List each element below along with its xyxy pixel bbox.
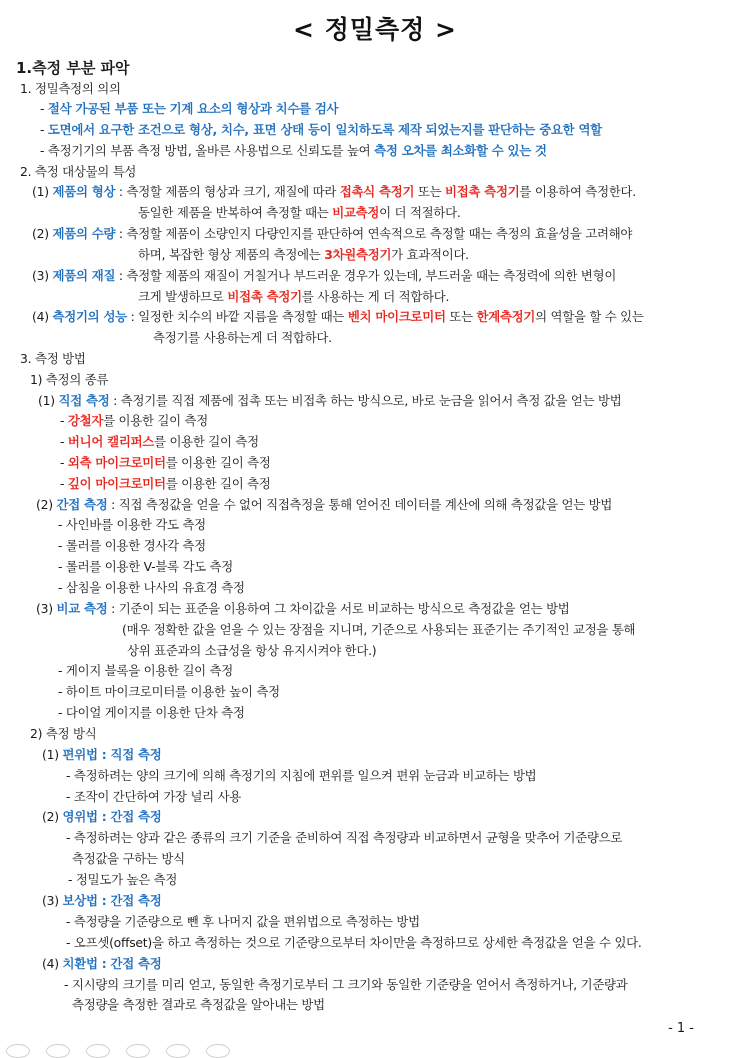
text-line	[20, 163, 136, 181]
text-span: 2) 측정 방식	[30, 726, 97, 741]
section-heading: 1.측정 부분 파악	[16, 59, 130, 77]
text-span: 를 이용한 길이 측정	[165, 455, 271, 470]
text-span: - 삼침을 이용한 나사의 유효경 측정	[58, 580, 245, 595]
text-line	[36, 496, 612, 514]
text-span: 크게 발생하므로	[138, 289, 228, 304]
highlighted-term: 도면에서 요구한 조건으로 형상, 치수, 표면 상태 등이 일치하도록 제작 되었는지를 판단하는 중요한 역할	[47, 122, 602, 137]
text-span: : 측정할 제품의 재질이 거칠거나 부드러운 경우가 있는데, 부드러울 때는 측정력에 의한 변형이	[115, 268, 617, 283]
text-line	[60, 475, 271, 493]
text-span: : 측정할 제품이 소량인지 다량인지를 판단하여 연속적으로 측정할 때는 측정의 효율성을 고려해야	[115, 226, 633, 241]
text-span: (1)	[42, 747, 63, 762]
text-span: -	[60, 413, 68, 428]
text-span: - 사인바를 이용한 각도 측정	[58, 517, 206, 532]
text-span: - 오프셋(offset)을 하고 측정하는 것으로 기준량으로부터 차이만을 측정하므로 상세한 측정값을 얻을 수 있다.	[66, 935, 642, 950]
text-line	[40, 142, 547, 160]
text-span: -	[60, 455, 68, 470]
page-title: < 정밀측정 >	[293, 15, 457, 44]
highlighted-term: 치환법 : 간접 측정	[62, 956, 162, 971]
text-line	[58, 683, 280, 701]
text-span: (3)	[32, 268, 53, 283]
text-span: 를 이용하여 측정한다.	[519, 184, 636, 199]
text-span: (매우 정확한 값을 얻을 수 있는 장점을 지니며, 기준으로 사용되는 표준기는 주기적인 교정을 통해	[122, 622, 636, 637]
text-span: - 정밀도가 높은 측정	[68, 872, 178, 887]
text-line	[58, 662, 233, 680]
text-line	[66, 913, 420, 931]
highlighted-term: 보상법 : 간접 측정	[62, 893, 162, 908]
text-span: 를 이용한 길이 측정	[103, 413, 208, 428]
text-line	[60, 433, 259, 451]
highlighted-term: 간접 측정	[56, 497, 108, 512]
text-span: -	[60, 434, 68, 449]
text-span: -	[60, 476, 68, 491]
text-span: (3)	[36, 601, 57, 616]
highlighted-term: 측정 오차를 최소화할 수 있는 것	[374, 143, 547, 158]
text-line	[20, 80, 121, 98]
text-span: 의 역할을 할 수 있는	[535, 309, 644, 324]
text-span: (3)	[42, 893, 63, 908]
text-span: - 측정하려는 양의 크기에 의해 측정기의 지침에 편위를 일으켜 편위 눈금과 비교하는 방법	[66, 768, 537, 783]
text-span: - 롤러를 이용한 경사각 측정	[58, 538, 206, 553]
text-line	[20, 350, 86, 368]
highlighted-term: 절삭 가공된 부품 또는 기계 요소의 형상과 치수를 검사	[47, 101, 339, 116]
text-span: : 직접 측정값을 얻을 수 없어 직접측정을 통해 얻어진 데이터를 계산에 의해 측정값을 얻는 방법	[107, 497, 613, 512]
highlighted-term: 3차원측정기	[324, 247, 392, 262]
text-line	[32, 225, 632, 243]
text-line	[60, 454, 271, 472]
text-line	[40, 100, 338, 118]
text-line	[32, 267, 616, 285]
highlighted-term: 제품의 재질	[52, 268, 116, 283]
text-line	[66, 934, 642, 952]
text-span: 를 이용한 길이 측정	[154, 434, 259, 449]
text-span: 하며, 복잡한 형상 제품의 측정에는	[138, 247, 325, 262]
text-span: - 게이지 블록을 이용한 길이 측정	[58, 663, 234, 678]
text-span: (1)	[38, 393, 59, 408]
highlighted-term: 비교측정	[332, 205, 380, 220]
highlighted-term: 비접촉 측정기	[445, 184, 520, 199]
text-line	[138, 204, 461, 222]
edge-mark	[166, 1044, 190, 1058]
text-line	[30, 371, 108, 389]
text-span: - 지시량의 크기를 미리 얻고, 동일한 측정기로부터 그 크기와 동일한 기준량을 얻어서 측정하거나, 기준량과	[64, 977, 628, 992]
text-line	[153, 329, 332, 347]
text-line	[42, 746, 161, 764]
highlighted-term: 접촉식 측정기	[339, 184, 415, 199]
text-span: (4)	[42, 956, 63, 971]
highlighted-term: 측정기의 성능	[52, 309, 127, 324]
text-span: - 측정량을 기준량으로 뺀 후 나머지 값을 편위법으로 측정하는 방법	[66, 914, 420, 929]
text-span: 를 사용하는 게 더 적합하다.	[301, 289, 450, 304]
text-line	[58, 537, 206, 555]
text-line	[72, 996, 325, 1014]
text-span: 를 이용한 길이 측정	[165, 476, 271, 491]
highlighted-term: 강철자	[67, 413, 104, 428]
text-line	[58, 558, 233, 576]
text-line	[30, 725, 96, 743]
text-span: 또는	[445, 309, 477, 324]
text-span: (1)	[32, 184, 53, 199]
highlighted-term: 벤치 마이크로미터	[347, 309, 446, 324]
highlighted-term: 비접촉 측정기	[227, 289, 302, 304]
text-span: : 기준이 되는 표준을 이용하여 그 차이값을 서로 비교하는 방식으로 측정값을 얻는 방법	[107, 601, 570, 616]
text-line	[122, 621, 635, 639]
text-span: (2)	[36, 497, 57, 512]
text-line	[66, 788, 241, 806]
text-line	[66, 829, 622, 847]
highlighted-term: 편위법 : 직접 측정	[62, 747, 162, 762]
text-span: (2)	[32, 226, 53, 241]
text-span: 3. 측정 방법	[20, 351, 86, 366]
text-span: 2. 측정 대상물의 특성	[20, 164, 137, 179]
text-line	[42, 808, 161, 826]
highlighted-term: 영위법 : 간접 측정	[62, 809, 162, 824]
text-span: : 측정기를 직접 제품에 접촉 또는 비접촉 하는 방식으로, 바로 눈금을 읽어서 측정 값을 얻는 방법	[109, 393, 622, 408]
text-span: 측정량을 측정한 결과로 측정값을 알아내는 방법	[72, 997, 325, 1012]
text-line	[42, 955, 161, 973]
text-line	[138, 246, 469, 264]
text-line	[58, 516, 206, 534]
text-line	[72, 850, 185, 868]
highlighted-term: 제품의 수량	[52, 226, 116, 241]
highlighted-term: 외측 마이크로미터	[67, 455, 166, 470]
text-span: 동일한 제품을 반복하여 측정할 때는	[138, 205, 333, 220]
text-span: 측정값을 구하는 방식	[72, 851, 185, 866]
edge-mark	[206, 1044, 230, 1058]
text-span: - 롤러를 이용한 V-블록 각도 측정	[58, 559, 234, 574]
text-span: -	[40, 122, 48, 137]
text-line	[38, 392, 621, 410]
text-span: 1. 정밀측정의 의의	[20, 81, 121, 96]
text-line	[58, 704, 245, 722]
text-span: -	[40, 101, 48, 116]
text-line	[58, 579, 245, 597]
text-span: 또는	[414, 184, 446, 199]
text-line	[40, 121, 602, 139]
text-span: - 측정하려는 양과 같은 종류의 크기 기준을 준비하여 직접 측정량과 비교하면서 균형을 맞추어 기준량으로	[66, 830, 623, 845]
text-line	[32, 183, 636, 201]
edge-mark	[46, 1044, 70, 1058]
text-line	[32, 308, 644, 326]
text-span: 상위 표준과의 소급성을 항상 유지시켜야 한다.)	[127, 643, 377, 658]
highlighted-term: 비교 측정	[56, 601, 108, 616]
text-span: : 측정할 제품의 형상과 크기, 재질에 따라	[115, 184, 340, 199]
text-span: : 일정한 치수의 바깥 지름을 측정할 때는	[126, 309, 348, 324]
highlighted-term: 깊이 마이크로미터	[67, 476, 166, 491]
text-span: 가 효과적이다.	[391, 247, 469, 262]
text-span: (2)	[42, 809, 63, 824]
text-line	[42, 892, 161, 910]
highlighted-term: 한계측정기	[476, 309, 536, 324]
text-line	[60, 412, 208, 430]
text-span: 이 더 적절하다.	[379, 205, 461, 220]
text-span: - 측정기기의 부품 측정 방법, 올바른 사용법으로 신뢰도를 높여	[40, 143, 375, 158]
text-line	[68, 871, 177, 889]
text-span: 측정기를 사용하는게 더 적합하다.	[153, 330, 332, 345]
text-line	[127, 642, 376, 660]
text-line	[66, 767, 536, 785]
page-edge-decoration	[0, 1044, 240, 1050]
text-line	[138, 288, 449, 306]
edge-mark	[86, 1044, 110, 1058]
text-line	[36, 600, 570, 618]
highlighted-term: 직접 측정	[58, 393, 110, 408]
text-span: - 조작이 간단하여 가장 널리 사용	[66, 789, 242, 804]
page-number: - 1 -	[668, 1021, 694, 1036]
text-line	[64, 976, 627, 994]
edge-mark	[6, 1044, 30, 1058]
highlighted-term: 제품의 형상	[52, 184, 116, 199]
edge-mark	[126, 1044, 150, 1058]
text-span: - 하이트 마이크로미터를 이용한 높이 측정	[58, 684, 280, 699]
text-span: - 다이얼 게이지를 이용한 단차 측정	[58, 705, 245, 720]
highlighted-term: 버니어 캘리퍼스	[67, 434, 155, 449]
text-span: (4)	[32, 309, 53, 324]
text-span: 1) 측정의 종류	[30, 372, 109, 387]
